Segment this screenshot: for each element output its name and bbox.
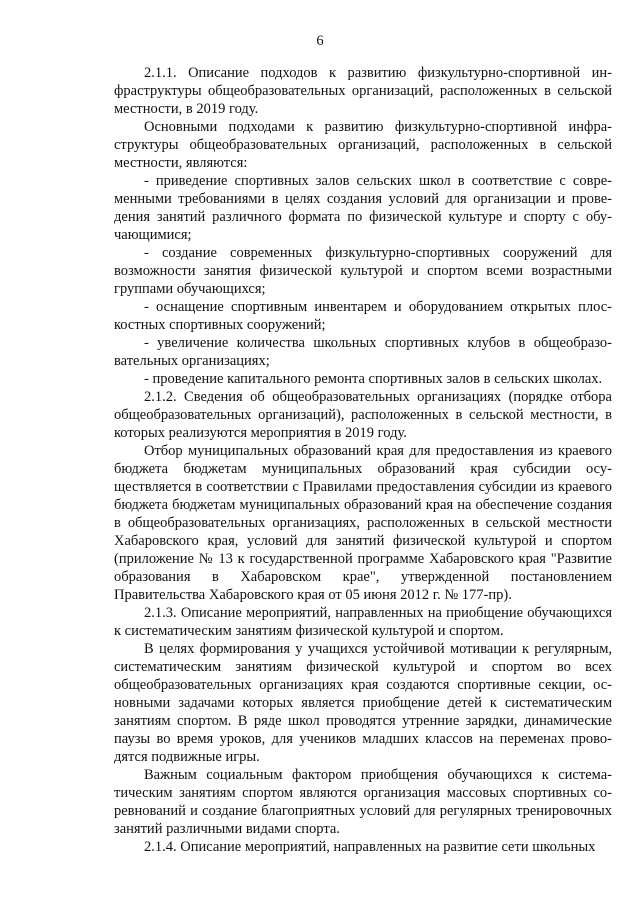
paragraph-2-1-3-heading: 2.1.3. Описание мероприятий, направленных на приобщение обучающихся к систематическим занятиям физической культурой и спортом. [114,605,612,639]
paragraph-motivation: В целях формирования у учащихся устойчивой мотивации к регулярным, систематическим занятиям физической культурой и спортом во всех общеобразовательных организациях края создаются спортивные секции, основными задачами которых является приобщение детей к систематическим занятиям спортом. В ряде школ проводятся утренние зарядки, динамические паузы во время уроков, для учеников младших классов на переменах проводятся подвижные игры. [114,641,612,765]
list-item-equipment: - оснащение спортивным инвентарем и оборудованием открытых плоскостных спортивных сооружений; [114,299,612,333]
paragraph-2-1-2-heading: 2.1.2. Сведения об общеобразовательных организациях (порядке отбора общеобразовательных организаций), расположенных в сельской местности, в которых реализуются мероприятия в 2019 году. [114,389,612,441]
list-item-new-facilities: - создание современных физкультурно-спортивных сооружений для возможности занятия физической культурой и спортом всеми возрастными группами обучающихся; [114,245,612,297]
paragraph-2-1-1-heading: 2.1.1. Описание подходов к развитию физкультурно-спортивной инфраструктуры общеобразовательных организаций, расположенных в сельской местности, в 2019 году. [114,65,612,117]
page-number: 6 [316,33,324,49]
paragraph-social-factor: Важным социальным фактором приобщения обучающихся к систематическим занятиям спортом являются организация массовых спортивных соревнований и создание благоприятных условий для регулярных тренировочных занятий различными видами спорта. [114,767,612,837]
list-item-capital-repair: - проведение капитального ремонта спортивных залов в сельских школах. [144,371,603,387]
paragraph-2-1-4-heading: 2.1.4. Описание мероприятий, направленных на развитие сети школьных [144,839,596,855]
list-item-gym-modernization: - приведение спортивных залов сельских школ в соответствие с современными требованиями в целях создания условий для организации и проведения занятий различного формата по физической культуре и спорту с обучающимися; [114,173,612,243]
document-body [114,64,612,856]
list-item-sports-clubs: - увеличение количества школьных спортивных клубов в общеобразовательных организациях; [114,335,612,369]
paragraph-selection-rules: Отбор муниципальных образований края для предоставления из краевого бюджета бюджетам муниципальных образований края субсидии осуществляется в соответствии с Правилами предоставления субсидии из краевого бюджета бюджетам муниципальных образований края на обеспечение создания в общеобразовательных организациях, расположенных в сельской местности Хабаровского края, условий для занятий физической культурой и спортом (приложение № 13 к государственной программе Хабаровского края "Развитие образования в Хабаровском крае", утвержденной постановлением Правительства Хабаровского края от 05 июня 2012 г. № 177-пр). [114,443,612,603]
paragraph-approaches-intro: Основными подходами к развитию физкультурно-спортивной инфраструктуры общеобразовательных организаций, расположенных в сельской местности, являются: [114,119,612,171]
